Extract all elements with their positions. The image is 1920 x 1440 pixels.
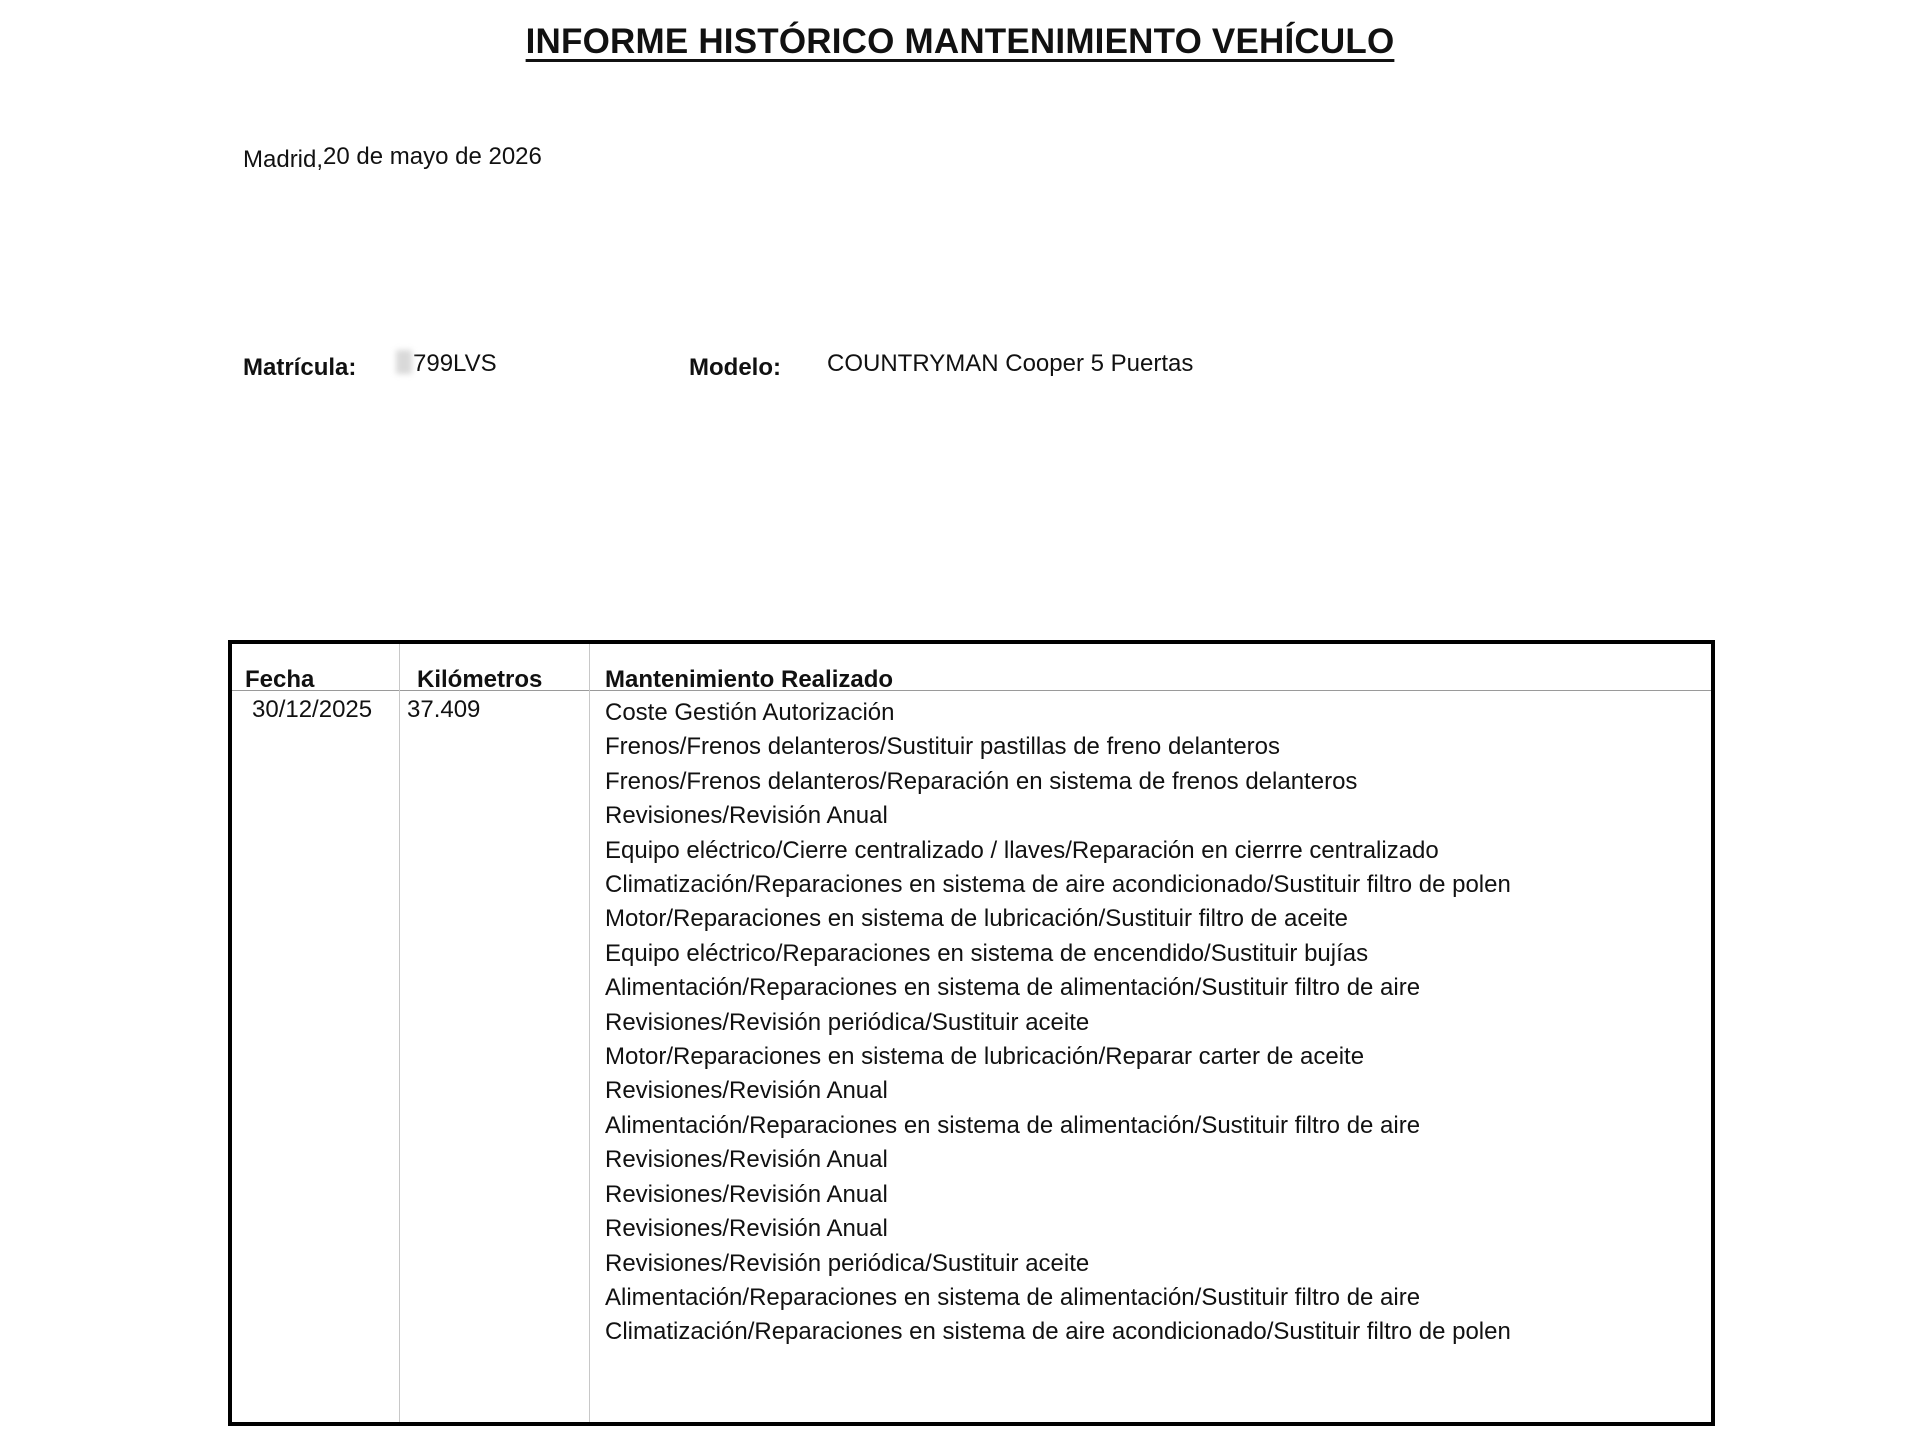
column-divider-2 <box>589 644 590 1422</box>
maintenance-item: Revisiones/Revisión Anual <box>605 1146 888 1174</box>
maintenance-item: Revisiones/Revisión Anual <box>605 1180 888 1208</box>
maintenance-item: Alimentación/Reparaciones en sistema de alimentación/Sustituir filtro de aire <box>605 974 1421 1002</box>
column-divider-1 <box>399 644 400 1422</box>
row-km: 37.409 <box>407 696 481 723</box>
maintenance-item: Revisiones/Revisión Anual <box>605 802 888 830</box>
maintenance-item: Coste Gestión Autorización <box>605 699 895 726</box>
redacted-plate-prefix <box>396 350 412 374</box>
maintenance-item: Revisiones/Revisión Anual <box>605 1215 888 1243</box>
maintenance-item: Revisiones/Revisión periódica/Sustituir aceite <box>605 1249 1090 1277</box>
maintenance-item: Alimentación/Reparaciones en sistema de alimentación/Sustituir filtro de aire <box>605 1283 1421 1311</box>
maintenance-item: Frenos/Frenos delanteros/Reparación en sistema de frenos delanteros <box>605 767 1358 795</box>
date-text: 20 de mayo de 2026 <box>323 143 542 170</box>
maintenance-item: Climatización/Reparaciones en sistema de aire acondicionado/Sustituir filtro de polen <box>605 871 1511 899</box>
place-and-date <box>243 143 542 171</box>
plate-value-container <box>396 350 497 378</box>
maintenance-item: Equipo eléctrico/Reparaciones en sistema de encendido/Sustituir bujías <box>605 939 1369 967</box>
maintenance-table <box>228 640 1715 1426</box>
row-date: 30/12/2025 <box>252 696 373 723</box>
maintenance-item: Alimentación/Reparaciones en sistema de alimentación/Sustituir filtro de aire <box>605 1111 1421 1139</box>
header-fecha: Fecha <box>245 666 315 693</box>
maintenance-item: Equipo eléctrico/Cierre centralizado / llaves/Reparación en cierrre centralizado <box>605 836 1439 864</box>
plate-label: Matrícula: <box>243 354 357 381</box>
header-kilometros: Kilómetros <box>417 666 543 693</box>
report-title: INFORME HISTÓRICO MANTENIMIENTO VEHÍCULO <box>525 22 1395 61</box>
maintenance-item: Climatización/Reparaciones en sistema de aire acondicionado/Sustituir filtro de polen <box>605 1318 1511 1346</box>
maintenance-item: Motor/Reparaciones en sistema de lubricación/Sustituir filtro de aceite <box>605 905 1349 933</box>
maintenance-items <box>605 696 1525 1350</box>
maintenance-item: Motor/Reparaciones en sistema de lubricación/Reparar carter de aceite <box>605 1043 1365 1071</box>
maintenance-item: Revisiones/Revisión periódica/Sustituir aceite <box>605 1008 1090 1036</box>
model-value: COUNTRYMAN Cooper 5 Puertas <box>827 350 1194 377</box>
header-mantenimiento: Mantenimiento Realizado <box>605 666 894 693</box>
plate-value: 799LVS <box>413 350 497 377</box>
model-label: Modelo: <box>689 354 781 381</box>
place-text: Madrid, <box>243 146 324 173</box>
maintenance-item: Frenos/Frenos delanteros/Sustituir pastillas de freno delanteros <box>605 733 1281 761</box>
maintenance-item: Revisiones/Revisión Anual <box>605 1077 888 1105</box>
